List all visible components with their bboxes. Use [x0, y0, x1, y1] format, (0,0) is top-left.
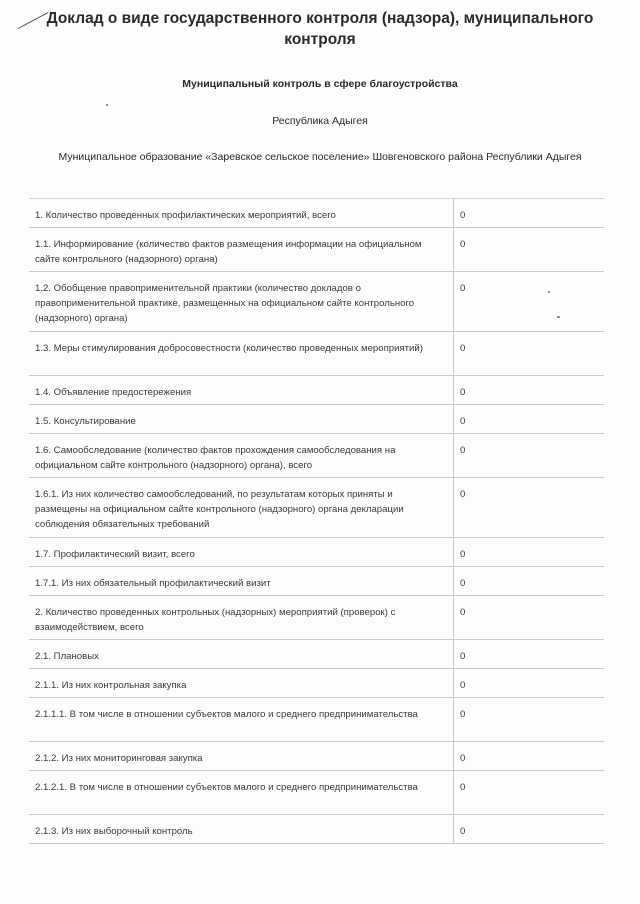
table-row: [29, 434, 604, 478]
table-row: [29, 376, 604, 405]
indicator-value: 0: [454, 742, 605, 771]
indicator-label: 2.1.1.1. В том числе в отношении субъектов малого и среднего предпринимательства: [29, 698, 454, 742]
table-row: [29, 405, 604, 434]
indicator-label: 2.1.2. Из них мониторинговая закупка: [29, 742, 454, 771]
indicator-label: 1.1. Информирование (количество фактов размещения информации на официальном сайте контрольного (надзорного) органа): [29, 228, 454, 272]
indicator-label: 1.4. Объявление предостережения: [29, 376, 454, 405]
table-row: [29, 332, 604, 376]
table-row: [29, 199, 604, 228]
indicator-label: 1.2. Обобщение правоприменительной практики (количество докладов о правоприменительной практике, размещенных на официальном сайте контрольного (надзорного) органа): [29, 272, 454, 332]
table-row: [29, 771, 604, 815]
table-row: [29, 538, 604, 567]
table-row: [29, 228, 604, 272]
indicator-label: 1.5. Консультирование: [29, 405, 454, 434]
municipality-name: Муниципальное образование «Заревское сельское поселение» Шовгеновского района Республики Адыгея: [58, 151, 582, 163]
indicator-value: 0: [454, 538, 605, 567]
indicator-label: 2.1.3. Из них выборочный контроль: [29, 815, 454, 844]
table-row: [29, 596, 604, 640]
indicator-value: 0: [454, 771, 605, 815]
table-row: [29, 478, 604, 538]
table-row: [29, 272, 604, 332]
indicator-value: 0: [454, 199, 605, 228]
indicator-value: 0: [454, 567, 605, 596]
table-row: [29, 815, 604, 844]
table-row: [29, 567, 604, 596]
document-title: Доклад о виде государственного контроля (надзора), муниципального контроля: [46, 10, 594, 48]
indicator-label: 2.1. Плановых: [29, 640, 454, 669]
indicator-label: 1.6.1. Из них количество самообследований, по результатам которых приняты и размещены на официальном сайте контрольного (надзорного) органа декларации соблюдения обязательных требований: [29, 478, 454, 538]
table-row: [29, 698, 604, 742]
indicator-value: 0: [454, 434, 605, 478]
scan-speck: [548, 291, 550, 293]
table-row: [29, 640, 604, 669]
indicator-label: 1.6. Самообследование (количество фактов прохождения самообследования на официальном сайте контрольного (надзорного) органа), всего: [29, 434, 454, 478]
indicator-value: 0: [454, 596, 605, 640]
table-row: [29, 669, 604, 698]
indicator-value: 0: [454, 272, 605, 332]
indicator-value: 0: [454, 228, 605, 272]
indicator-value: 0: [454, 640, 605, 669]
indicator-value: 0: [454, 405, 605, 434]
region-name: Республика Адыгея: [272, 115, 368, 127]
scan-speck: [106, 104, 108, 106]
indicator-value: 0: [454, 698, 605, 742]
indicators-table: [29, 198, 604, 844]
indicator-value: 0: [454, 478, 605, 538]
table-row: [29, 742, 604, 771]
indicator-value: 0: [454, 669, 605, 698]
document-subtitle: Муниципальный контроль в сфере благоустройства: [182, 78, 458, 90]
indicator-label: 2. Количество проведенных контрольных (надзорных) мероприятий (проверок) с взаимодействием, всего: [29, 596, 454, 640]
indicator-value: 0: [454, 376, 605, 405]
indicator-label: 1.7.1. Из них обязательный профилактический визит: [29, 567, 454, 596]
indicator-label: 2.1.1. Из них контрольная закупка: [29, 669, 454, 698]
indicator-value: 0: [454, 815, 605, 844]
indicator-label: 2.1.2.1. В том числе в отношении субъектов малого и среднего предпринимательства: [29, 771, 454, 815]
indicators-table-body: [29, 199, 604, 844]
indicator-label: 1. Количество проведенных профилактических мероприятий, всего: [29, 199, 454, 228]
indicator-label: 1.3. Меры стимулирования добросовестности (количество проведенных мероприятий): [29, 332, 454, 376]
indicator-value: 0: [454, 332, 605, 376]
indicator-label: 1.7. Профилактический визит, всего: [29, 538, 454, 567]
scan-speck: [557, 316, 560, 318]
